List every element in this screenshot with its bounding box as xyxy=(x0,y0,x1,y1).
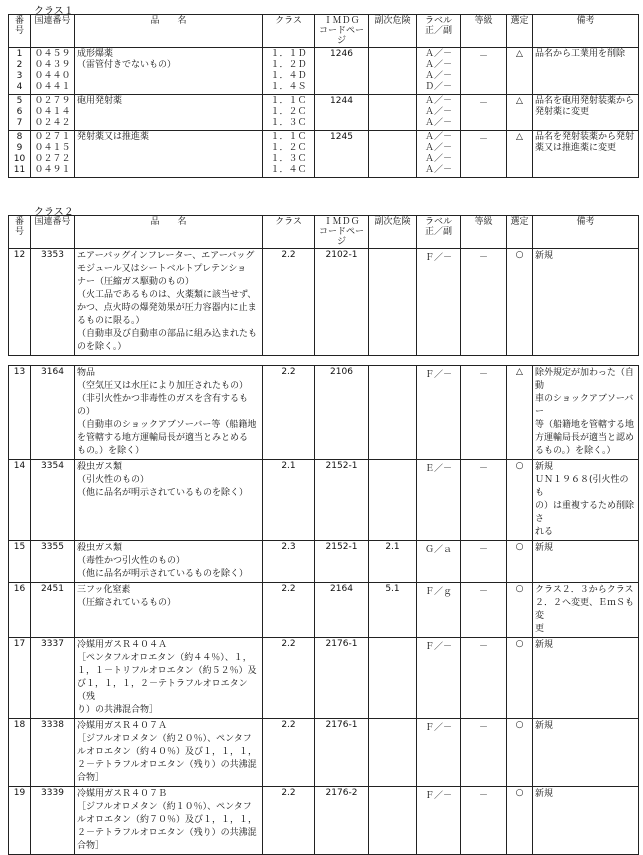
header-name xyxy=(75,216,263,249)
class2-header-row xyxy=(9,216,639,249)
header-label xyxy=(417,216,461,249)
label-value: Ａ／－ xyxy=(424,107,452,117)
cell-imdg: 1244 xyxy=(315,95,369,131)
cell-label: Ｆ／－ xyxy=(417,638,461,719)
header-un xyxy=(31,15,75,48)
cell-imdg: 2152-1 xyxy=(315,460,369,541)
item-name-line: （自動車及び自動車の部品に組み込まれたも xyxy=(77,329,258,339)
cell-un: 3355 xyxy=(31,541,75,583)
item-name-line: り）の共沸混合物］ xyxy=(77,705,159,715)
item-name-line: 冷媒用ガスＲ４０４Ａ xyxy=(77,640,168,650)
row-number: 1 xyxy=(16,49,23,59)
table-row xyxy=(9,583,639,638)
cell-label: Ｆ／－ xyxy=(417,719,461,787)
cell-label: Ｆ／－ xyxy=(417,366,461,460)
class2-table xyxy=(8,215,639,855)
cell-imdg: 2164 xyxy=(315,583,369,638)
cell-imdg: 1245 xyxy=(315,131,369,178)
item-name-line: （非引火性かつ非毒性のガスを含有するも xyxy=(77,394,249,404)
remark-line: ２．２へ変更、ＥｍＳも変 xyxy=(535,598,635,621)
header-grade-text: 等級 xyxy=(474,217,493,227)
header-sub-text: 副次危険 xyxy=(374,217,411,227)
cell-grade: － xyxy=(461,95,507,131)
cell-no xyxy=(9,95,31,131)
cell-imdg: 2176-2 xyxy=(315,787,369,855)
cell-remarks xyxy=(533,719,639,787)
cell-remarks xyxy=(533,638,639,719)
label-value: Ｄ／－ xyxy=(424,82,452,92)
cell-label: Ｅ／－ xyxy=(417,460,461,541)
table-row xyxy=(9,95,639,131)
label-value: Ａ／－ xyxy=(424,154,452,164)
header-cls-text: クラス xyxy=(275,217,302,227)
remark-line: 除外規定が加わった（自動 xyxy=(535,368,634,391)
header-label-text: ラベル xyxy=(424,217,452,227)
table-row xyxy=(9,460,639,541)
class1-table xyxy=(8,14,639,178)
cell-name xyxy=(75,131,263,178)
cell-remarks xyxy=(533,583,639,638)
cell-imdg: 2176-1 xyxy=(315,719,369,787)
item-name-line: （他に品名が明示されているものを除く） xyxy=(77,569,249,579)
header-name-text: 品 名 xyxy=(150,16,187,26)
cell-un xyxy=(31,131,75,178)
item-name-line: ルオロエタン（約７０％）及び１，１，１， xyxy=(77,815,258,825)
header-label-text: 正／副 xyxy=(424,26,452,36)
cell-class: 2.2 xyxy=(263,366,315,460)
table-row xyxy=(9,787,639,855)
un-number: ０２４２ xyxy=(34,118,71,128)
cell-class: 2.2 xyxy=(263,583,315,638)
class2-heading: クラス２ xyxy=(34,207,74,218)
cell-no: 13 xyxy=(9,366,31,460)
un-number: ０４９１ xyxy=(34,165,71,175)
cell-sub: 2.1 xyxy=(369,541,417,583)
item-name-line: （圧縮されているもの） xyxy=(77,598,177,608)
item-name-line: ２－テトラフルオロエタン（残り）の共沸混 xyxy=(77,760,257,770)
row-number: 8 xyxy=(16,132,23,142)
class-value: １．１Ｄ xyxy=(270,49,307,59)
cell-no: 15 xyxy=(9,541,31,583)
cell-class: 2.2 xyxy=(263,638,315,719)
header-cls xyxy=(263,15,315,48)
header-label-text: 正／副 xyxy=(424,227,452,237)
item-name-line: ルオロエタン（約４０％）及び１，１，１， xyxy=(77,747,258,757)
header-sub-text: 副次危険 xyxy=(374,16,411,26)
header-sel xyxy=(507,15,533,48)
class-value: １．４Ｄ xyxy=(270,71,307,81)
item-name-line: 発射薬又は推進薬 xyxy=(77,132,150,142)
cell-name xyxy=(75,787,263,855)
cell-remarks xyxy=(533,48,639,95)
item-name-line: 冷媒用ガスＲ４０７Ａ xyxy=(77,721,168,731)
label-value: Ａ／－ xyxy=(424,132,452,142)
cell-remarks xyxy=(533,460,639,541)
item-name-line: （毒性かつ引火性のもの） xyxy=(77,556,186,566)
cell-grade: － xyxy=(461,131,507,178)
cell-label xyxy=(417,131,461,178)
cell-un: 3353 xyxy=(31,249,75,356)
item-name-line: 成形爆薬 xyxy=(77,49,114,59)
cell-un: 3354 xyxy=(31,460,75,541)
cell-grade: － xyxy=(461,787,507,855)
remark-line: クラス２．３からクラス xyxy=(535,585,634,595)
item-name-line: １，１－トリフルオロエタン（約５２％）及 xyxy=(77,666,257,676)
cell-no: 19 xyxy=(9,787,31,855)
cell-sel: ○ xyxy=(507,787,533,855)
cell-imdg: 2106 xyxy=(315,366,369,460)
label-value: Ａ／－ xyxy=(424,118,452,128)
cell-sel: ○ xyxy=(507,638,533,719)
class-value: １．２Ｃ xyxy=(270,143,307,153)
cell-class xyxy=(263,95,315,131)
remark-line: 新規 xyxy=(535,721,554,731)
cell-name xyxy=(75,460,263,541)
header-label xyxy=(417,15,461,48)
remark-line: 新規 xyxy=(535,543,554,553)
label-value: Ａ／－ xyxy=(424,143,452,153)
item-name-line: かつ、点火時の爆発効果が圧力容器内に止ま xyxy=(77,303,257,313)
cell-grade: － xyxy=(461,583,507,638)
remark-line: ＵＮ１９６８(引火性のも xyxy=(535,475,629,498)
table-row xyxy=(9,249,639,356)
cell-name xyxy=(75,48,263,95)
cell-no: 16 xyxy=(9,583,31,638)
row-number: 11 xyxy=(13,165,26,175)
item-name-line: エアーバッグインフレーター、エアーバッグ xyxy=(77,251,255,261)
cell-imdg: 2176-1 xyxy=(315,638,369,719)
cell-class xyxy=(263,131,315,178)
header-sel xyxy=(507,216,533,249)
cell-un: 3337 xyxy=(31,638,75,719)
cell-un xyxy=(31,95,75,131)
header-cls xyxy=(263,216,315,249)
header-no xyxy=(9,216,31,249)
label-value: Ａ／－ xyxy=(424,49,452,59)
un-number: ０４１５ xyxy=(34,143,71,153)
item-name-line: モジュール又はシートベルトプレテンショ xyxy=(77,264,247,274)
item-name-line: ［ペンタフルオロエタン（約４４％）、１， xyxy=(77,653,252,663)
row-number: 5 xyxy=(16,96,23,106)
header-un-text: 国連番号 xyxy=(34,217,71,227)
cell-imdg: 1246 xyxy=(315,48,369,95)
cell-grade: － xyxy=(461,48,507,95)
cell-name xyxy=(75,583,263,638)
header-name-text: 品 名 xyxy=(150,217,187,227)
item-name-line: のを除く。） xyxy=(77,342,127,352)
cell-remarks xyxy=(533,366,639,460)
cell-grade: － xyxy=(461,249,507,356)
cell-sub xyxy=(369,48,417,95)
item-name-line: るものに限る。） xyxy=(77,316,145,326)
item-name-line: を管轄する地方運輸局長が適当とみとめる xyxy=(77,433,249,443)
header-no-text: 番号 xyxy=(14,16,24,36)
remark-line: れる xyxy=(535,527,554,537)
un-number: ０４４０ xyxy=(34,71,71,81)
remark-line: 等（船籍地を管轄する地 xyxy=(535,420,635,430)
cell-un: 3339 xyxy=(31,787,75,855)
class-value: １．４Ｓ xyxy=(270,82,307,92)
label-value: Ａ／－ xyxy=(424,165,452,175)
header-imdg-text: コードページ xyxy=(318,26,364,46)
cell-no xyxy=(9,48,31,95)
class-value: １．２Ｃ xyxy=(270,107,307,117)
header-grade xyxy=(461,15,507,48)
cell-sub xyxy=(369,460,417,541)
item-name-line: ２－テトラフルオロエタン（残り）の共沸混 xyxy=(77,828,257,838)
header-imdg-text: コードページ xyxy=(318,227,364,247)
item-name-line: （空気圧又は水圧により加圧されたもの） xyxy=(77,381,249,391)
table-row xyxy=(9,366,639,460)
cell-name xyxy=(75,541,263,583)
cell-name xyxy=(75,366,263,460)
cell-class: 2.2 xyxy=(263,787,315,855)
header-un-text: 国連番号 xyxy=(34,16,71,26)
item-name-line: 冷媒用ガスＲ４０７Ｂ xyxy=(77,789,168,799)
item-name-line: （火工品であるものは、火薬類に該当せず、 xyxy=(77,290,257,300)
header-sub xyxy=(369,216,417,249)
label-value: Ａ／－ xyxy=(424,71,452,81)
un-number: ０４５９ xyxy=(34,49,71,59)
cell-sel: △ xyxy=(507,131,533,178)
cell-no: 12 xyxy=(9,249,31,356)
class-value: １．１Ｃ xyxy=(270,96,307,106)
cell-sub xyxy=(369,131,417,178)
header-imdg xyxy=(315,216,369,249)
header-imdg-text: ＩＭＤＧ xyxy=(323,16,360,26)
item-name-line: （他に品名が明示されているものを除く） xyxy=(77,488,249,498)
item-name-line: ナー（圧縮ガス駆動のもの） xyxy=(77,277,195,287)
cell-class: 2.2 xyxy=(263,719,315,787)
cell-sel: ○ xyxy=(507,249,533,356)
remark-line: 薬又は推進薬に変更 xyxy=(535,143,617,153)
remark-line: 品名から工業用を削除 xyxy=(535,49,626,59)
class1-heading: クラス１ xyxy=(34,6,74,17)
table-row xyxy=(9,541,639,583)
header-imdg xyxy=(315,15,369,48)
cell-no xyxy=(9,131,31,178)
cell-name xyxy=(75,719,263,787)
table-row xyxy=(9,48,639,95)
cell-no: 14 xyxy=(9,460,31,541)
cell-sub xyxy=(369,787,417,855)
row-number: 10 xyxy=(13,154,26,164)
class-value: １．１Ｃ xyxy=(270,132,307,142)
cell-label: Ｇ／ａ xyxy=(417,541,461,583)
cell-imdg: 2102-1 xyxy=(315,249,369,356)
remark-line: 車のショックアブソーバー xyxy=(535,394,634,417)
cell-sub: 5.1 xyxy=(369,583,417,638)
row-number: 2 xyxy=(16,60,23,70)
class-value: １．２Ｄ xyxy=(270,60,307,70)
header-sub xyxy=(369,15,417,48)
remark-line: 新規 xyxy=(535,251,554,261)
cell-class xyxy=(263,48,315,95)
cell-no: 18 xyxy=(9,719,31,787)
label-value: Ａ／－ xyxy=(424,60,452,70)
cell-sel: ○ xyxy=(507,541,533,583)
remark-line: の）は重複するため削除さ xyxy=(535,501,635,524)
header-rem xyxy=(533,15,639,48)
cell-sel: ○ xyxy=(507,719,533,787)
un-number: ０２７１ xyxy=(34,132,71,142)
remark-line: 新規 xyxy=(535,640,554,650)
item-name-line: 合物］ xyxy=(77,841,105,851)
header-sel-text: 選定 xyxy=(510,16,529,26)
row-number: 9 xyxy=(16,143,23,153)
cell-un xyxy=(31,48,75,95)
cell-sel: △ xyxy=(507,95,533,131)
item-name-line: （自動車のショックアブソーバー等（船籍地 xyxy=(77,420,257,430)
item-name-line: 砲用発射薬 xyxy=(77,96,123,106)
class1-header-row xyxy=(9,15,639,48)
table-row xyxy=(9,131,639,178)
header-rem-text: 備考 xyxy=(576,217,595,227)
header-no-text: 番号 xyxy=(14,217,24,237)
cell-grade: － xyxy=(461,460,507,541)
cell-class: 2.3 xyxy=(263,541,315,583)
cell-remarks xyxy=(533,131,639,178)
item-name-line: （雷管付きでないもの） xyxy=(77,60,177,70)
cell-sel: △ xyxy=(507,48,533,95)
row-number: 4 xyxy=(16,82,23,92)
item-name-line: の） xyxy=(77,407,96,417)
cell-label: Ｆ／ｇ xyxy=(417,583,461,638)
label-value: Ａ／－ xyxy=(424,96,452,106)
cell-un: 3338 xyxy=(31,719,75,787)
cell-grade: － xyxy=(461,541,507,583)
cell-sel: △ xyxy=(507,366,533,460)
table-row xyxy=(9,719,639,787)
header-un xyxy=(31,216,75,249)
item-name-line: び１，１，１，２－テトラフルオロエタン（残 xyxy=(77,679,248,702)
cell-un: 2451 xyxy=(31,583,75,638)
header-cls-text: クラス xyxy=(275,16,302,26)
header-no xyxy=(9,15,31,48)
cell-remarks xyxy=(533,541,639,583)
header-grade xyxy=(461,216,507,249)
cell-sub xyxy=(369,95,417,131)
cell-class: 2.2 xyxy=(263,249,315,356)
header-rem xyxy=(533,216,639,249)
item-name-line: 殺虫ガス類 xyxy=(77,462,123,472)
item-name-line: ［ジフルオロメタン（約１０％）、ペンタフ xyxy=(77,802,252,812)
header-label-text: ラベル xyxy=(424,16,452,26)
remark-line: 発射薬に変更 xyxy=(535,107,590,117)
cell-grade: － xyxy=(461,638,507,719)
cell-name xyxy=(75,638,263,719)
cell-imdg: 2152-1 xyxy=(315,541,369,583)
cell-un: 3164 xyxy=(31,366,75,460)
cell-grade: － xyxy=(461,366,507,460)
header-rem-text: 備考 xyxy=(576,16,595,26)
header-name xyxy=(75,15,263,48)
remark-line: 品名を発射装薬から発射 xyxy=(535,132,635,142)
remark-line: 品名を砲用発射装薬から xyxy=(535,96,635,106)
class-value: １．４Ｃ xyxy=(270,165,307,175)
cell-class: 2.1 xyxy=(263,460,315,541)
remark-line: 方運輸局長が適当と認め xyxy=(535,433,635,443)
un-number: ０４４１ xyxy=(34,82,71,92)
header-grade-text: 等級 xyxy=(474,16,493,26)
item-name-line: もの。）を除く） xyxy=(77,446,145,456)
table-row xyxy=(9,638,639,719)
un-number: ０４１４ xyxy=(34,107,71,117)
row-number: 3 xyxy=(16,71,23,81)
cell-remarks xyxy=(533,249,639,356)
remark-line: 新規 xyxy=(535,462,554,472)
cell-sel: ○ xyxy=(507,460,533,541)
un-number: ０２７２ xyxy=(34,154,71,164)
cell-sel: ○ xyxy=(507,583,533,638)
un-number: ０４３９ xyxy=(34,60,71,70)
header-imdg-text: ＩＭＤＧ xyxy=(323,217,360,227)
cell-label: Ｆ／－ xyxy=(417,787,461,855)
header-sel-text: 選定 xyxy=(510,217,529,227)
cell-label xyxy=(417,48,461,95)
cell-sub xyxy=(369,719,417,787)
un-number: ０２７９ xyxy=(34,96,71,106)
item-name-line: 合物］ xyxy=(77,773,105,783)
cell-label: Ｆ／－ xyxy=(417,249,461,356)
class-value: １．３Ｃ xyxy=(270,118,307,128)
cell-remarks xyxy=(533,95,639,131)
item-name-line: （引火性のもの） xyxy=(77,475,150,485)
class-value: １．３Ｃ xyxy=(270,154,307,164)
cell-name xyxy=(75,95,263,131)
item-name-line: 殺虫ガス類 xyxy=(77,543,123,553)
cell-sub xyxy=(369,638,417,719)
cell-grade: － xyxy=(461,719,507,787)
remark-line: るもの。）を除く。） xyxy=(535,446,616,456)
remark-line: 新規 xyxy=(535,789,554,799)
remark-line: 更 xyxy=(535,624,545,634)
item-name-line: 物品 xyxy=(77,368,96,378)
cell-sub xyxy=(369,366,417,460)
cell-label xyxy=(417,95,461,131)
cell-remarks xyxy=(533,787,639,855)
cell-sub xyxy=(369,249,417,356)
cell-name xyxy=(75,249,263,356)
item-name-line: 三フッ化窒素 xyxy=(77,585,131,595)
row-number: 6 xyxy=(16,107,23,117)
row-number: 7 xyxy=(16,118,23,128)
item-name-line: ［ジフルオロメタン（約２０％）、ペンタフ xyxy=(77,734,252,744)
cell-no: 17 xyxy=(9,638,31,719)
